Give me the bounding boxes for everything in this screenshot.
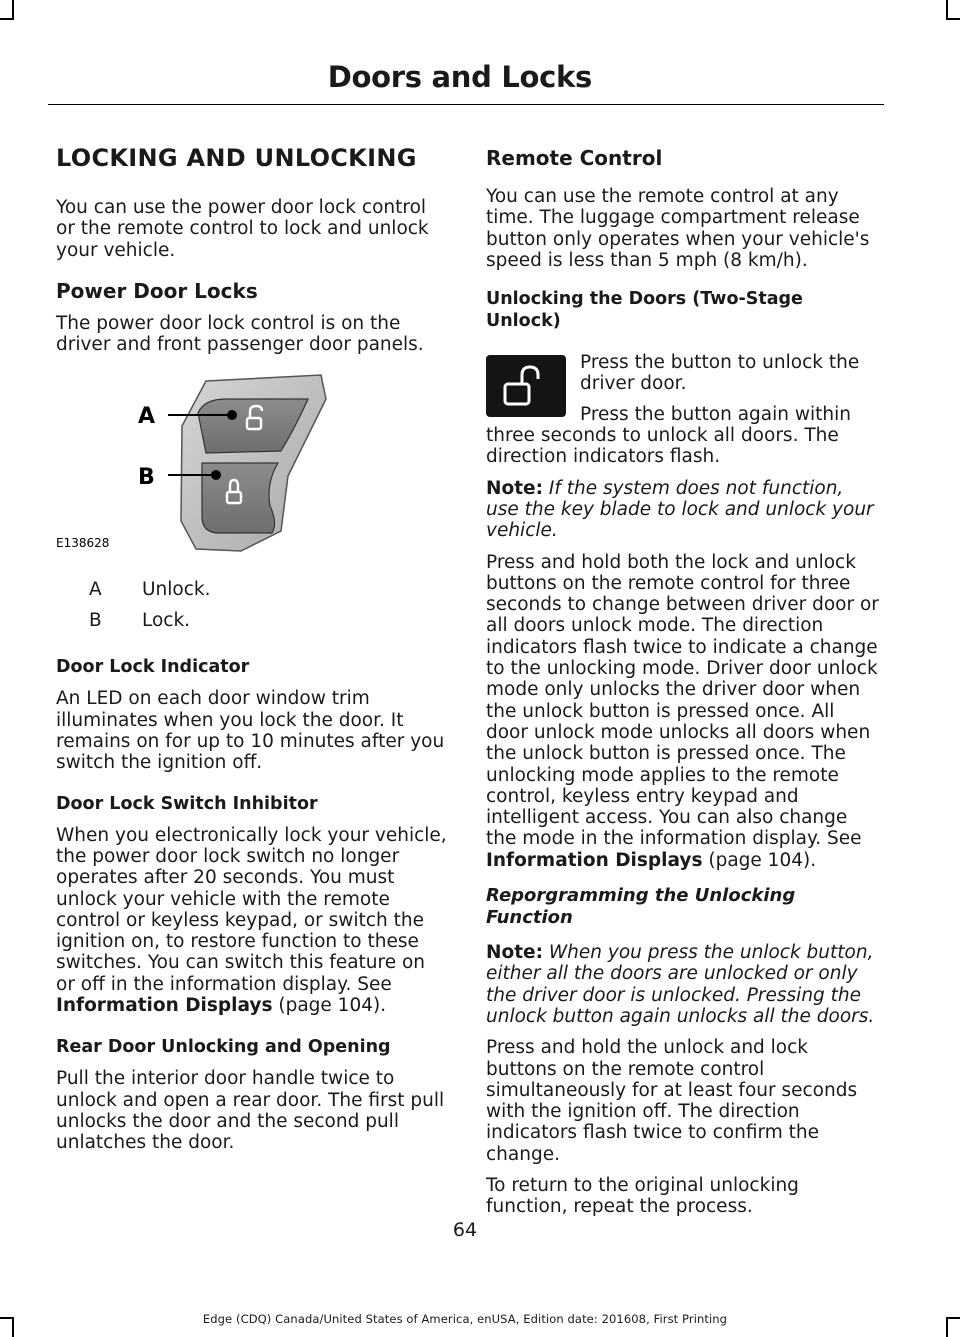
press-unlock-paragraph: Press the button to unlock the driver door.: [580, 352, 860, 395]
note-unlock-button: [486, 942, 880, 1027]
power-locks-paragraph: The power door lock control is on the driver and front passenger door panels.: [56, 312, 424, 356]
remote-paragraph: You can use the remote control at any time. The luggage compartment release button only operates when your vehicle's speed is less than 5 mph (8 km/h).: [486, 186, 870, 271]
indicator-paragraph: An LED on each door window trim illuminates when you lock the door. It remains on for up to 10 minutes after you switch the ignition off.: [56, 688, 445, 774]
heading-door-lock-switch-inhibitor: Door Lock Switch Inhibitor: [56, 793, 318, 814]
heading-two-stage-unlock: Unlocking the Doors (Two-Stage Unlock): [486, 289, 803, 332]
footer-edition: Edge (CDQ) Canada/United States of America, enUSA, Edition date: 201608, First Printing: [202, 1312, 728, 1326]
rear-door-paragraph: Pull the interior door handle twice to unlock and open a rear door. The first pull unlocks the door and the second pull unlatches the door.: [56, 1068, 445, 1154]
unlock-mode-text: Press and hold both the lock and unlock buttons on the remote control for three seconds to change between driver door or all doors unlock mode. The direction indicators flash twice to indicate a change to the unlocking mode. Driver door unlock mode only unlocks the driver door when the unlock button is pressed once. All door unlock mode unlocks all doors when the unlock button is pressed once. The unlocking mode applies to the remote control, keyless entry keypad and intelligent access. You can also change the mode in the information display. See: [486, 551, 879, 850]
unlock-button-block: [486, 352, 880, 467]
page-reference: (page 104).: [702, 849, 817, 871]
figure-label-b: B: [138, 465, 155, 491]
legend-row: [56, 610, 448, 631]
unlock-icon: [486, 355, 566, 417]
page-number: 64: [452, 1219, 478, 1241]
figure-code: E138628: [56, 536, 110, 551]
heading-rear-door-unlocking: Rear Door Unlocking and Opening: [56, 1037, 391, 1058]
legend-key: B: [89, 610, 102, 632]
crop-mark: [946, 1317, 948, 1337]
door-lock-switch-illustration: [56, 371, 448, 561]
figure-label-a: A: [138, 404, 156, 430]
inhibitor-text: When you electronically lock your vehicle, the power door lock switch no longer operates after 20 seconds. You must unlock your vehicle with the remote control or keyless keypad, or switch the ignition on, to restore function to these switches. You can switch this feature on or off in the information display. See: [56, 824, 447, 995]
crop-mark: [946, 1317, 960, 1319]
crop-mark: [946, 18, 960, 20]
left-column: [56, 143, 448, 1154]
crop-mark: [12, 0, 14, 20]
legend-key: A: [89, 579, 102, 601]
inhibitor-paragraph: [56, 825, 448, 1017]
intro-paragraph: You can use the power door lock control or the remote control to lock and unlock your vehicle.: [56, 197, 429, 261]
press-again-paragraph: Press the button again within three seconds to unlock all doors. The direction indicators flash.: [486, 403, 851, 468]
door-lock-switch-figure: [56, 371, 448, 561]
note-label: Note:: [486, 477, 543, 499]
section-heading-locking: LOCKING AND UNLOCKING: [56, 144, 417, 172]
crop-mark: [946, 0, 948, 20]
heading-remote-control: Remote Control: [486, 146, 663, 170]
unlock-icon-glyph: [502, 364, 550, 408]
return-paragraph: To return to the original unlocking function, repeat the process.: [486, 1174, 799, 1218]
legend-text: Lock.: [142, 610, 191, 632]
legend-text: Unlock.: [142, 579, 211, 601]
note-text: When you press the unlock button, either all the doors are unlocked or only the driver door is unlocked. Pressing the unlock button again unlocks all the doors.: [486, 942, 875, 1027]
unlock-mode-paragraph: [486, 552, 880, 871]
note-label: Note:: [486, 942, 543, 964]
heading-reprogramming: Reporgramming the Unlocking Function: [486, 885, 796, 929]
note-key-blade: [486, 478, 880, 542]
legend-row: [56, 579, 448, 600]
information-displays-link[interactable]: Information Displays: [486, 849, 703, 871]
heading-door-lock-indicator: Door Lock Indicator: [56, 657, 250, 678]
note-text: If the system does not function, use the key blade to lock and unlock your vehicle.: [486, 477, 874, 542]
header-divider: [48, 104, 884, 105]
legend-list: [56, 579, 448, 631]
reprogram-paragraph: Press and hold the unlock and lock buttons on the remote control simultaneously for at least four seconds with the ignition off. The direction indicators flash twice to confirm the change.: [486, 1037, 858, 1165]
information-displays-link[interactable]: Information Displays: [56, 995, 273, 1017]
heading-power-door-locks: Power Door Locks: [56, 278, 258, 303]
right-column: [486, 143, 880, 1218]
page-header-title: Doors and Locks: [327, 60, 592, 94]
crop-mark: [0, 18, 14, 20]
page-reference: (page 104).: [272, 995, 387, 1017]
